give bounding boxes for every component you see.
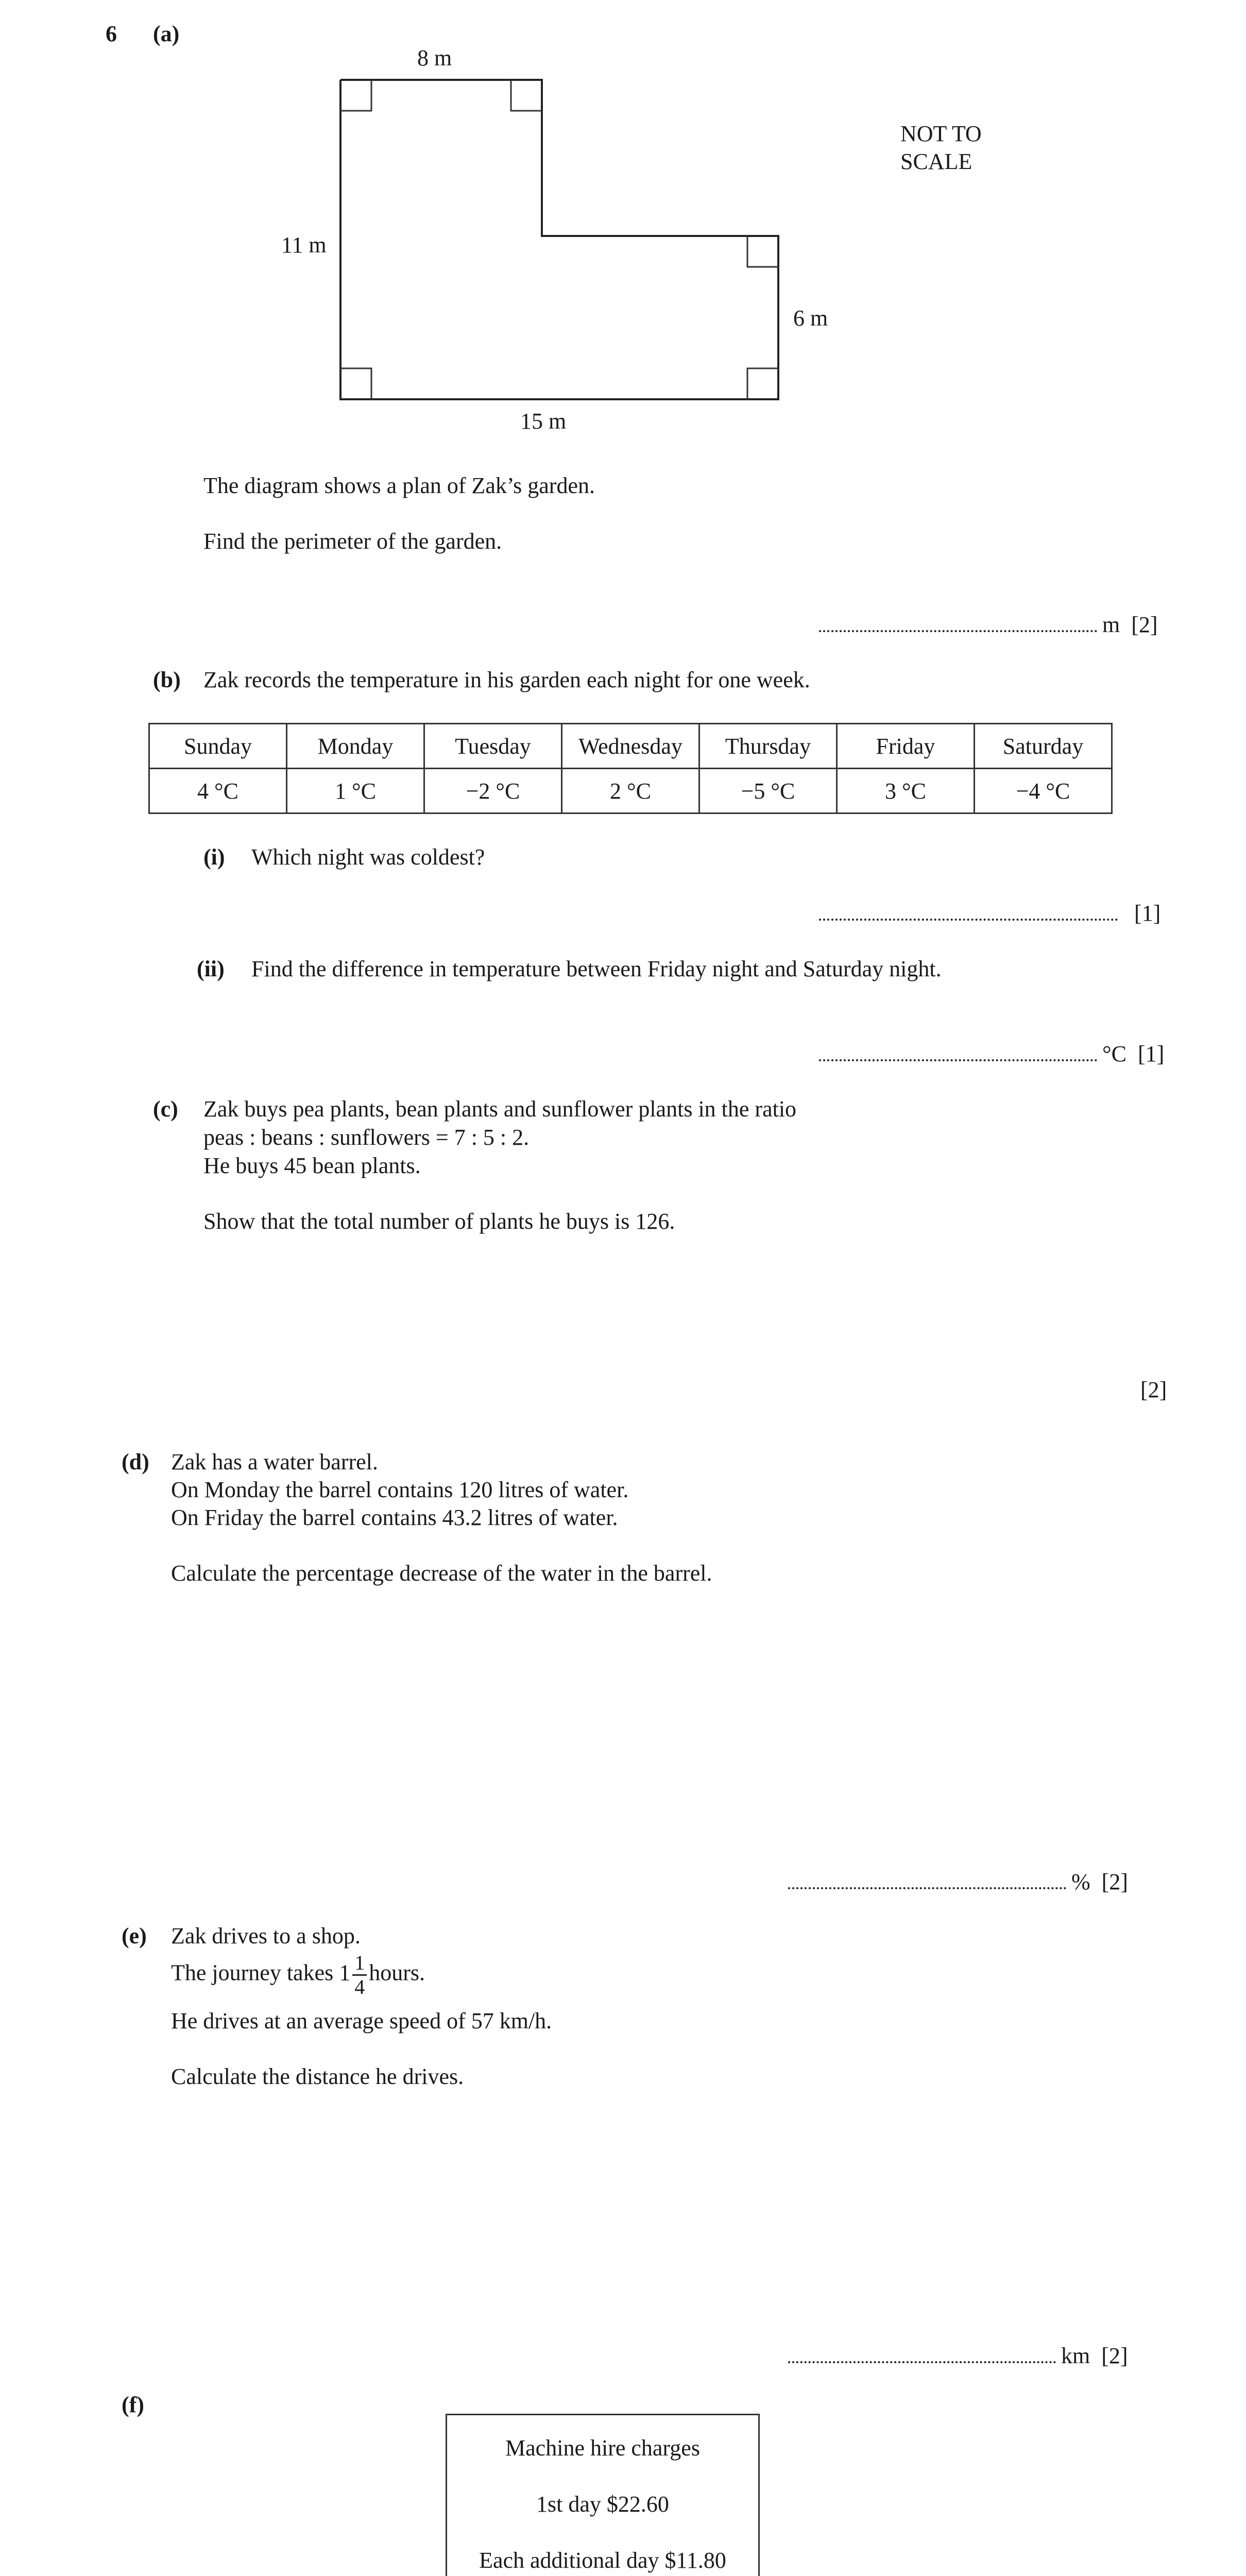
table-cell-temp: 3 °C [837, 769, 975, 814]
table-row-temps [149, 769, 1112, 814]
answer-dots[interactable] [788, 2361, 1056, 2363]
part-b-ii-answer-line[interactable] [819, 1040, 1164, 1068]
part-e-line-2-before: The journey takes 1 [171, 1960, 351, 1986]
right-angle-marker-top-right [511, 80, 542, 111]
garden-plan-diagram [0, 0, 1246, 464]
right-angle-marker-inner-corner [747, 236, 778, 267]
part-b-ii-text: Find the difference in temperature between Friday night and Saturday night. [251, 956, 942, 981]
part-f-label: (f) [122, 2392, 144, 2417]
part-c-line-4: Show that the total number of plants he buys is 126. [203, 1209, 675, 1234]
table-cell-temp: −5 °C [699, 769, 837, 814]
part-d-line-3: On Friday the barrel contains 43.2 litres of water. [171, 1505, 618, 1530]
machine-hire-box [446, 2414, 760, 2576]
table-cell-temp: 4 °C [149, 769, 287, 814]
part-a-text-1: The diagram shows a plan of Zak’s garden. [203, 473, 595, 498]
part-c-line-2: peas : beans : sunflowers = 7 : 5 : 2. [203, 1125, 530, 1150]
part-e-line-4: Calculate the distance he drives. [171, 2064, 464, 2089]
part-b-ii-label: (ii) [197, 956, 225, 981]
part-e-answer-line[interactable] [788, 2342, 1128, 2370]
part-b-i-answer-line[interactable] [819, 899, 1160, 927]
part-a-label: (a) [153, 21, 180, 46]
part-c-marks: [2] [1140, 1377, 1167, 1402]
part-a-answer-line[interactable] [819, 611, 1158, 639]
table-cell-day: Tuesday [424, 724, 562, 769]
label-right-height: 6 m [793, 306, 828, 331]
table-row-days [149, 724, 1112, 769]
scale-note-line2: SCALE [900, 149, 972, 174]
part-b-i-marks: [1] [1134, 901, 1161, 926]
table-cell-day: Saturday [975, 724, 1112, 769]
temperature-table [148, 723, 1113, 814]
right-angle-marker-bottom-left [340, 368, 371, 399]
question-number: 6 [106, 21, 117, 46]
part-d-line-2: On Monday the barrel contains 120 litres of water. [171, 1477, 629, 1502]
part-e-line-3: He drives at an average speed of 57 km/h. [171, 2008, 552, 2033]
part-b-i-text: Which night was coldest? [251, 844, 485, 870]
part-b-text: Zak records the temperature in his garden each night for one week. [203, 667, 810, 692]
part-e-marks: [2] [1101, 2343, 1128, 2368]
part-d-marks: [2] [1101, 1869, 1128, 1894]
label-bottom-width: 15 m [520, 409, 567, 434]
hire-box-additional-day: Each additional day $11.80 [479, 2548, 726, 2573]
table-cell-day: Wednesday [562, 724, 699, 769]
table-cell-temp: −4 °C [975, 769, 1112, 814]
part-c-label: (c) [153, 1096, 178, 1122]
answer-dots[interactable] [788, 1887, 1066, 1889]
part-d-unit: % [1071, 1869, 1090, 1894]
label-top-width: 8 m [417, 45, 452, 71]
part-c-line-1: Zak buys pea plants, bean plants and sunflower plants in the ratio [203, 1096, 797, 1122]
part-e-line-1: Zak drives to a shop. [171, 1923, 361, 1948]
part-e-line-2 [171, 1953, 425, 1997]
fraction-denominator: 4 [354, 1975, 365, 1998]
garden-outline [340, 80, 778, 399]
part-b-label: (b) [153, 667, 181, 692]
part-b-i-label: (i) [203, 844, 225, 870]
fraction-numerator: 1 [352, 1953, 367, 1976]
part-e-label: (e) [122, 1923, 147, 1948]
part-d-label: (d) [122, 1449, 149, 1475]
answer-dots[interactable] [819, 630, 1097, 632]
table-cell-day: Thursday [699, 724, 837, 769]
answer-dots[interactable] [819, 919, 1118, 921]
mixed-fraction [352, 1953, 367, 1997]
part-b-ii-unit: °C [1102, 1041, 1126, 1066]
hire-box-first-day: 1st day $22.60 [536, 2492, 669, 2517]
table-cell-day: Friday [837, 724, 975, 769]
part-a-unit: m [1102, 612, 1120, 637]
part-a-marks: [2] [1131, 612, 1158, 637]
part-e-line-2-after: hours. [369, 1960, 425, 1986]
part-e-unit: km [1061, 2343, 1090, 2368]
part-d-line-4: Calculate the percentage decrease of the water in the barrel. [171, 1561, 712, 1586]
part-a-text-2: Find the perimeter of the garden. [203, 529, 502, 554]
scale-note-line1: NOT TO [900, 121, 982, 146]
table-cell-temp: 2 °C [562, 769, 699, 814]
hire-box-title: Machine hire charges [505, 2435, 700, 2461]
part-d-line-1: Zak has a water barrel. [171, 1449, 378, 1475]
table-cell-day: Monday [287, 724, 424, 769]
answer-dots[interactable] [819, 1059, 1097, 1061]
right-angle-marker-top-left [340, 80, 371, 111]
part-b-ii-marks: [1] [1137, 1041, 1165, 1066]
label-left-height: 11 m [281, 232, 327, 258]
table-cell-temp: 1 °C [287, 769, 424, 814]
table-cell-temp: −2 °C [424, 769, 562, 814]
table-cell-day: Sunday [149, 724, 287, 769]
right-angle-marker-bottom-right [747, 368, 778, 399]
part-c-line-3: He buys 45 bean plants. [203, 1153, 421, 1178]
part-d-answer-line[interactable] [788, 1868, 1128, 1896]
